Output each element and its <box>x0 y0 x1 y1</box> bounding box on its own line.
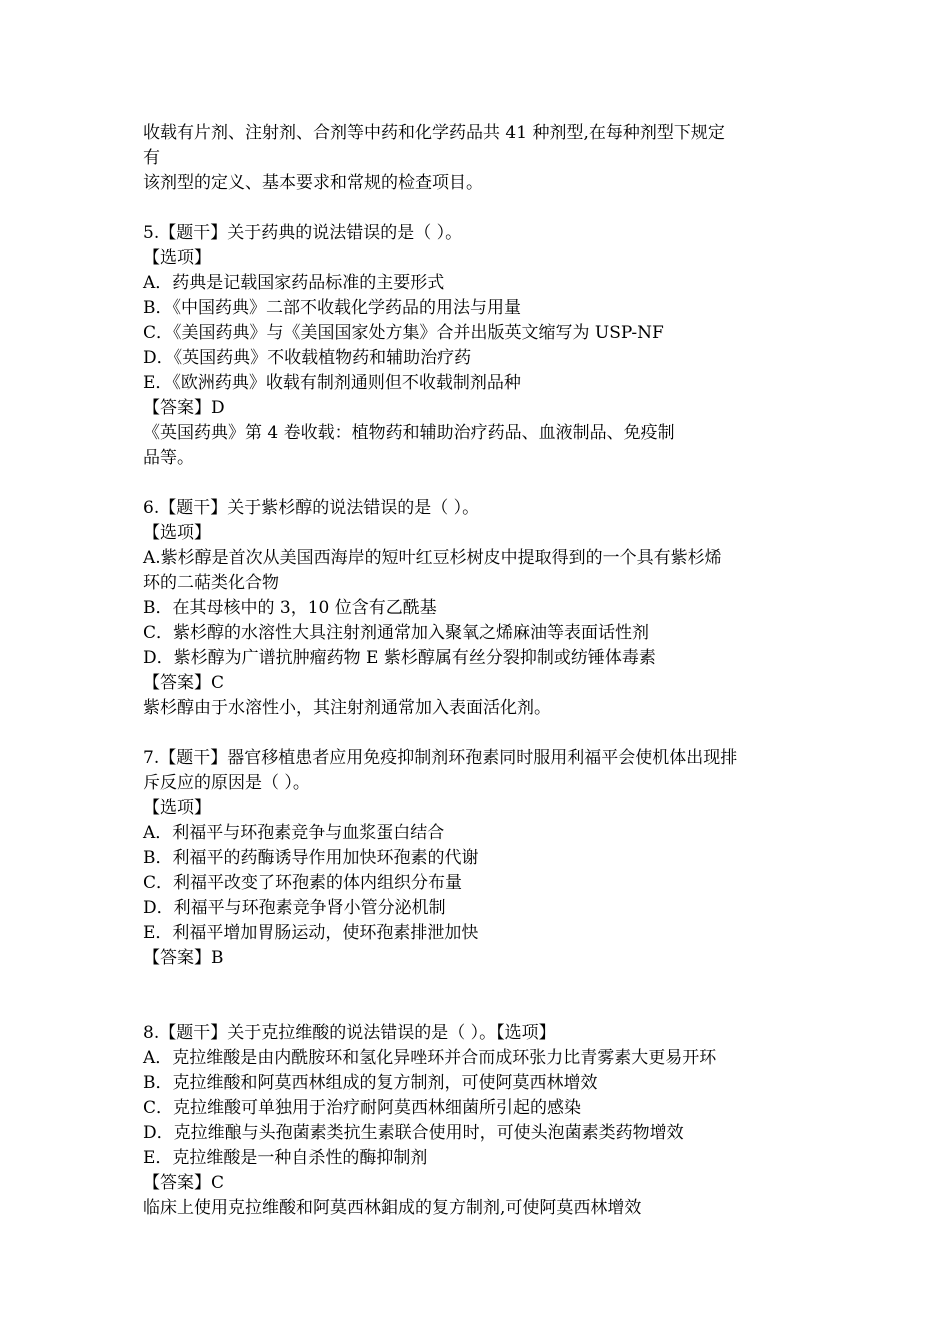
option-a: A．药典是记载国家药品标准的主要形式 <box>143 273 445 293</box>
option-e: E．《欧洲药典》收载有制剂通则但不收载制剂品种 <box>143 373 521 393</box>
option-c: C．利福平改变了环孢素的体内组织分布量 <box>143 873 463 893</box>
option-d: D．《英国药典》不收载植物药和辅助治疗药 <box>143 348 472 368</box>
option-c: C．克拉维酸可单独用于治疗耐阿莫西林细菌所引起的感染 <box>143 1098 582 1118</box>
intro-line: 有 <box>143 148 160 168</box>
answer: 【答案】B <box>143 948 224 968</box>
option-a: A.紫杉醇是首次从美国西海岸的短叶红豆杉树皮中提取得到的一个具有紫杉烯 <box>143 548 722 568</box>
intro-line: 收载有片剂、注射剂、合剂等中药和化学药品共 41 种剂型,在每种剂型下规定 <box>143 123 725 143</box>
answer: 【答案】C <box>143 1173 225 1193</box>
option-c: C．《美国药典》与《美国国家处方集》合并出版英文缩写为 USP-NF <box>143 323 664 343</box>
option-d: D．克拉维酿与头孢菌素类抗生素联合使用时，可使头泡菌素类药物增效 <box>143 1123 684 1143</box>
question-stem: 6.【题干】关于紫杉醇的说法错误的是（ ）。 <box>143 498 480 518</box>
options-label: 【选项】 <box>143 248 211 268</box>
option-a: A．克拉维酸是由内酰胺环和氢化异唑环并合而成环张力比青雾素大更易开环 <box>143 1048 717 1068</box>
option-c: C．紫杉醇的水溶性大具注射剂通常加入聚氧之烯麻油等表面话性剂 <box>143 623 650 643</box>
intro-paragraph <box>143 121 823 196</box>
question-8 <box>143 1021 823 1221</box>
option-e: E．克拉维酸是一种自杀性的酶抑制剂 <box>143 1148 428 1168</box>
options-label: 【选项】 <box>143 523 211 543</box>
options-label: 【选项】 <box>143 798 211 818</box>
intro-line: 该剂型的定义、基本要求和常规的检查项目。 <box>143 173 483 193</box>
option-a-continued: 环的二萜类化合物 <box>143 573 279 593</box>
question-stem-continued: 斥反应的原因是（ ）。 <box>143 773 310 793</box>
explanation-line: 品等。 <box>143 448 194 468</box>
question-stem: 5.【题干】关于药典的说法错误的是（ ）。 <box>143 223 463 243</box>
question-stem: 8.【题干】关于克拉维酸的说法错误的是（ ）。【选项】 <box>143 1023 556 1043</box>
question-stem: 7.【题干】器官移植患者应用免疫抑制剂环孢素同时服用利福平会使机体出现排 <box>143 748 738 768</box>
explanation-line: 紫杉醇由于水溶性小，其注射剂通常加入表面活化剂。 <box>143 698 551 718</box>
option-d-e: D．紫杉醇为广谱抗肿瘤药物 E 紫杉醇属有丝分裂抑制或纺锤体毒素 <box>143 648 656 668</box>
option-b: B．在其母核中的 3，10 位含有乙酰基 <box>143 598 437 618</box>
explanation-line: 临床上使用克拉维酸和阿莫西林鉬成的复方制剂,可使阿莫西林增效 <box>143 1198 642 1218</box>
option-b: B．利福平的药酶诱导作用加快环孢素的代谢 <box>143 848 479 868</box>
option-b: B．克拉维酸和阿莫西林组成的复方制剂，可使阿莫西林增效 <box>143 1073 598 1093</box>
option-e: E．利福平增加胃肠运动，使环孢素排泄加快 <box>143 923 479 943</box>
option-b: B．《中国药典》二部不收载化学药品的用法与用量 <box>143 298 521 318</box>
question-5 <box>143 221 823 471</box>
option-d: D．利福平与环孢素竞争肾小管分泌机制 <box>143 898 446 918</box>
option-a: A．利福平与环孢素竞争与血浆蛋白结合 <box>143 823 445 843</box>
question-6 <box>143 496 823 721</box>
answer: 【答案】C <box>143 673 225 693</box>
explanation-line: 《英国药典》第 4 卷收载：植物药和辅助治疗药品、血液制品、免疫制 <box>143 423 675 443</box>
document-page <box>143 121 823 1221</box>
answer: 【答案】D <box>143 398 225 418</box>
question-7 <box>143 746 823 971</box>
